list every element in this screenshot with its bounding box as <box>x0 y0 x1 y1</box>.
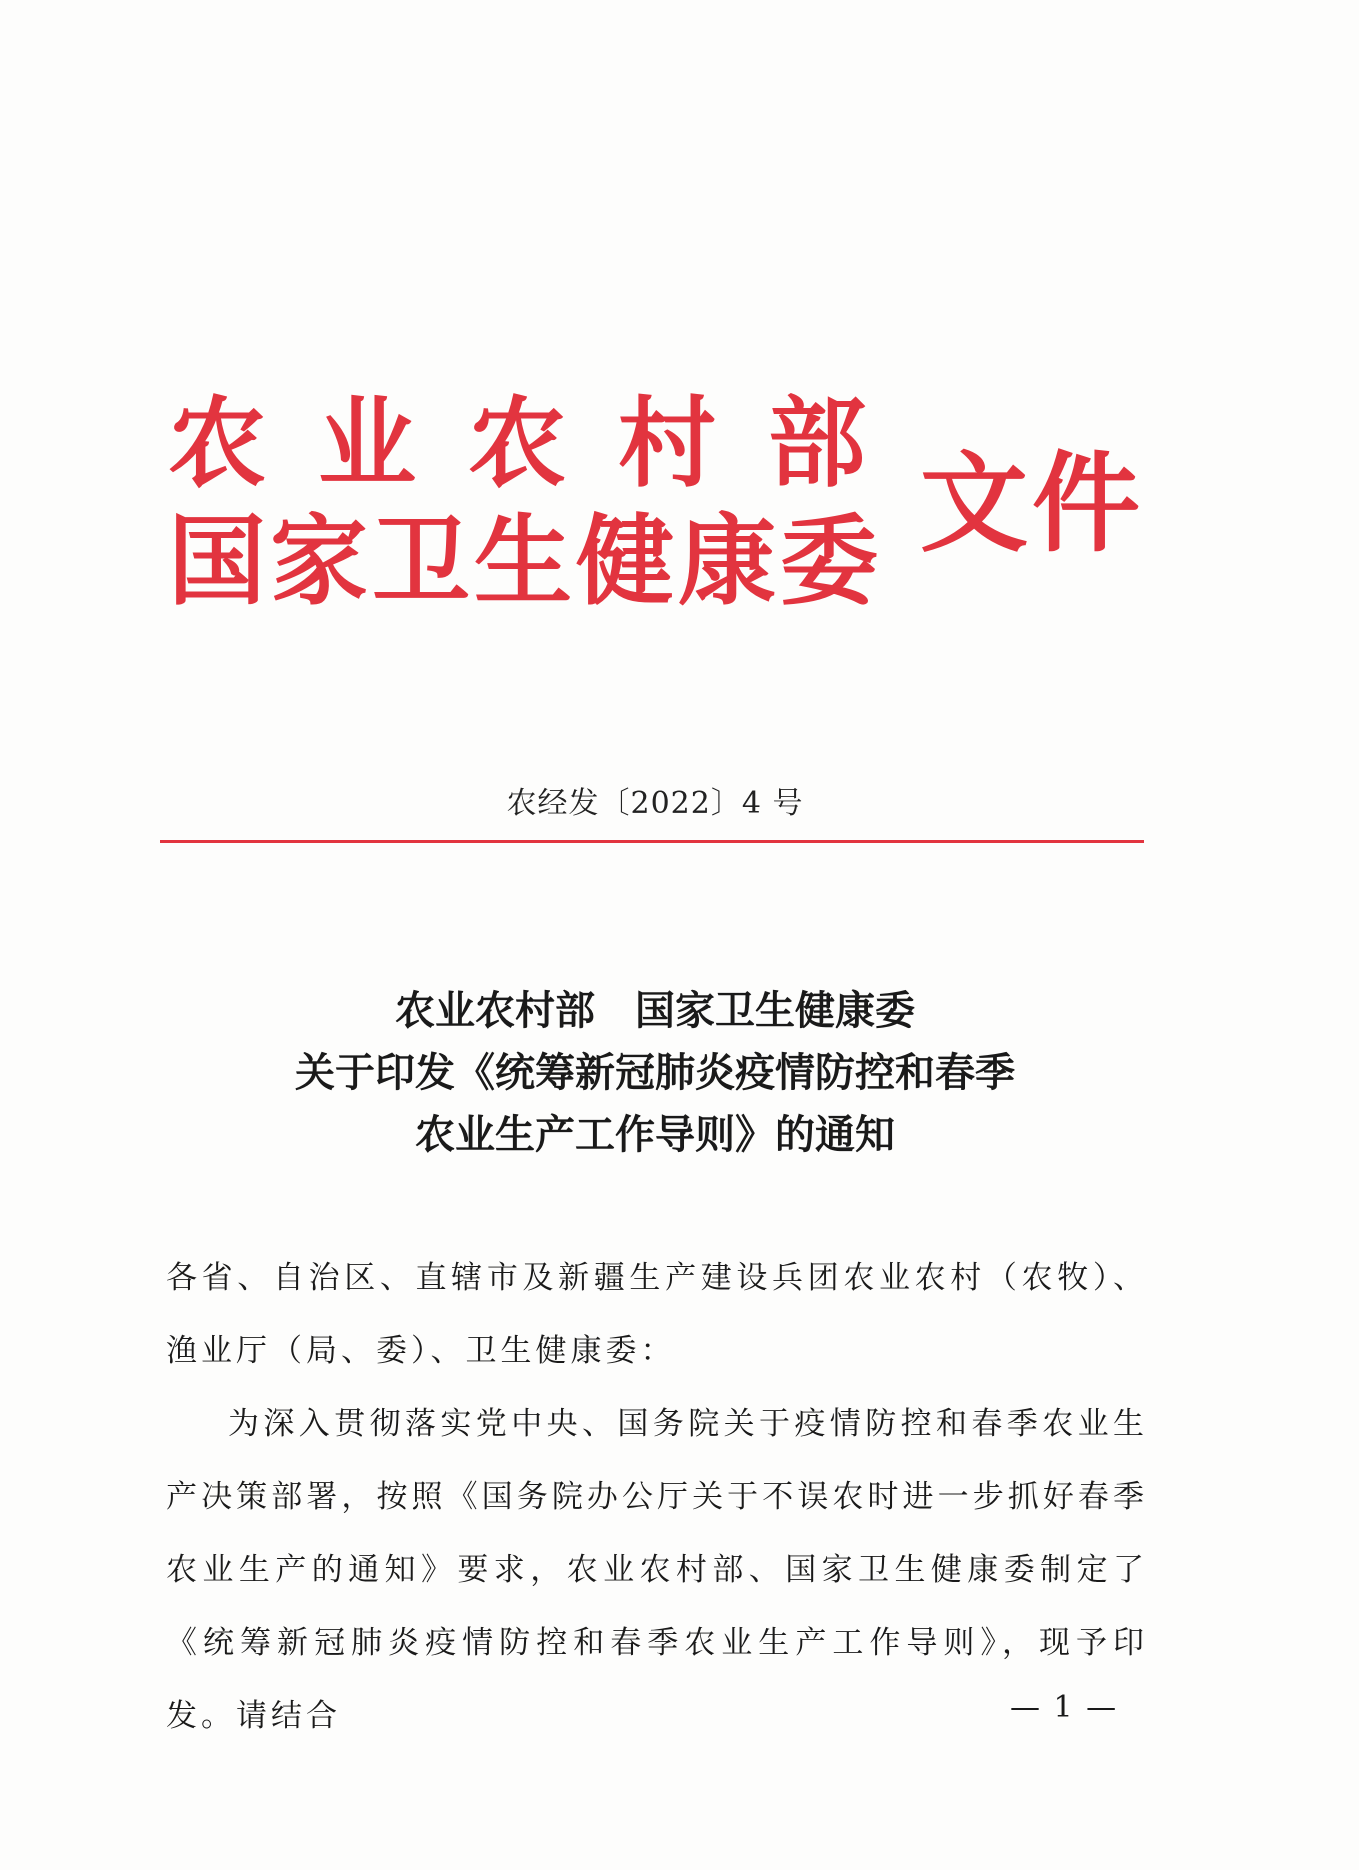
title-line-3: 农业生产工作导则》的通知 <box>415 1111 895 1158</box>
red-separator-line <box>160 840 1144 843</box>
page-number: — 1 — <box>1010 1690 1119 1725</box>
document-number: 农经发〔2022〕4 号 <box>506 786 804 821</box>
notice-title <box>0 980 1310 1166</box>
red-masthead <box>168 386 1148 622</box>
title-line-1: 农业农村部 国家卫生健康委 <box>395 987 915 1034</box>
masthead-suffix: 文件 <box>920 441 1145 567</box>
masthead-issuer-1: 农业农村部 <box>168 386 919 501</box>
salutation: 各省、自治区、直辖市及新疆生产建设兵团农业农村（农牧）、渔业厅（局、委）、卫生健康委： <box>166 1260 1148 1369</box>
body-paragraph: 为深入贯彻落实党中央、国务院关于疫情防控和春季农业生产决策部署，按照《国务院办公厅关于不误农时进一步抓好春季农业生产的通知》要求，农业农村部、国家卫生健康委制定了《统筹新冠肺炎疫情防控和春季农业生产工作导则》，现予印发。请结合 <box>166 1406 1148 1734</box>
notice-body <box>166 1242 1148 1753</box>
masthead-issuer-2: 国家卫生健康委 <box>168 504 883 619</box>
title-line-2: 关于印发《统筹新冠肺炎疫情防控和春季 <box>295 1049 1015 1096</box>
